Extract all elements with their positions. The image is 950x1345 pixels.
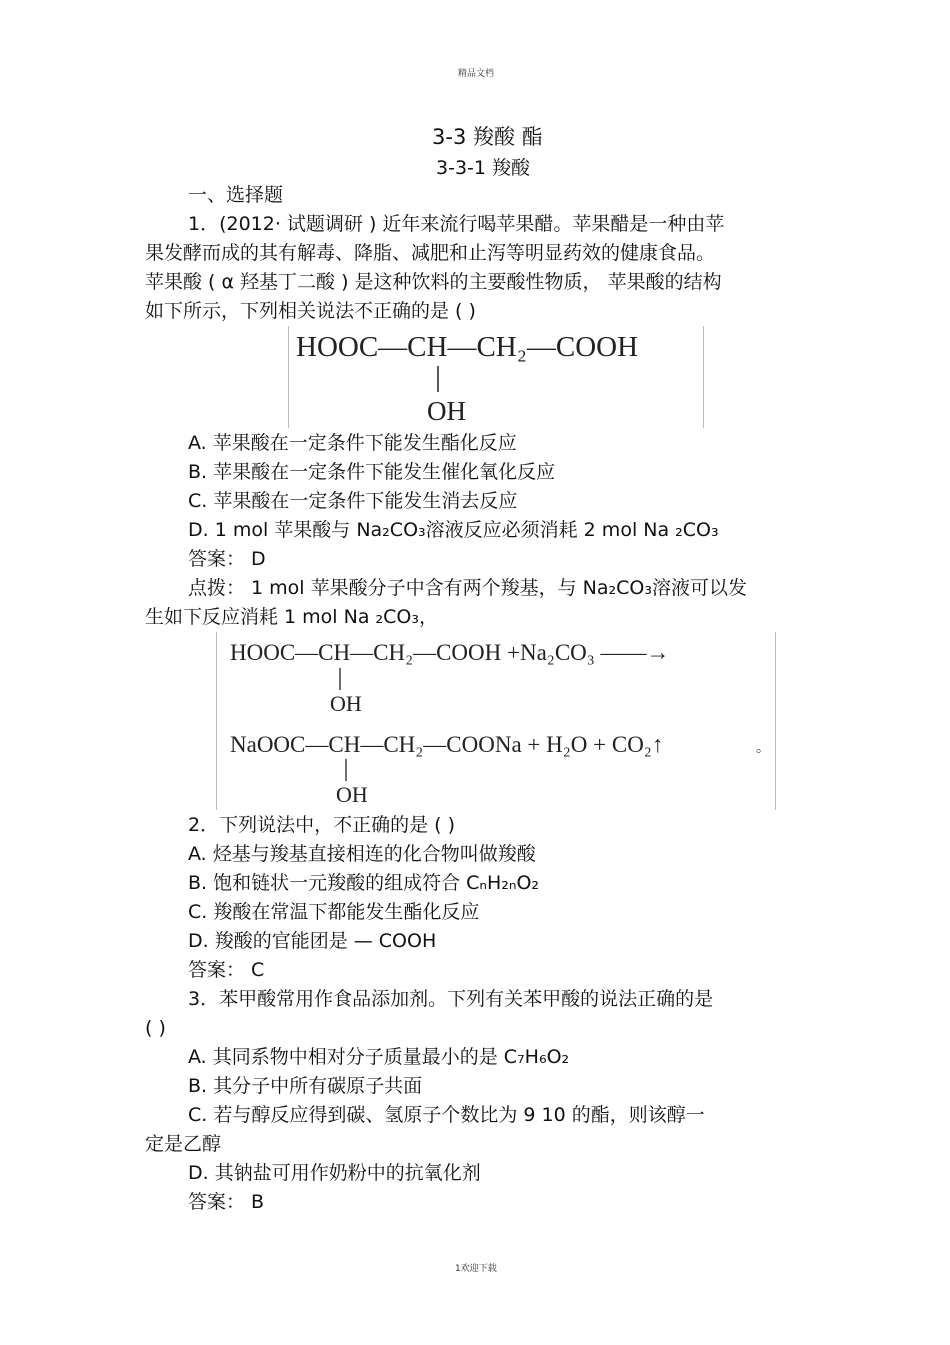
doc-title: 3-3 羧酸 酯 <box>432 125 543 149</box>
q1-line2: 果发酵而成的其有解毒、降脂、减肥和止泻等明显药效的健康食品。 <box>145 242 716 264</box>
q1-option-c: C. 苹果酸在一定条件下能发生消去反应 <box>188 490 518 512</box>
q3-option-c: C. 若与醇反应得到碳、氢原子个数比为 9 10 的酯，则该醇一 <box>188 1104 705 1126</box>
reaction-period: 。 <box>756 741 770 756</box>
malic-acid-formula: HOOC—CH—CH₂—COOH <box>296 331 639 363</box>
q2-option-c: C. 羧酸在常温下都能发生酯化反应 <box>188 901 480 923</box>
q1-option-a: A. 苹果酸在一定条件下能发生酯化反应 <box>188 432 517 454</box>
reaction-reactant: HOOC—CH—CH₂—COOH +Na₂CO₃ ——→ <box>230 640 670 665</box>
q2-option-a: A. 烃基与羧基直接相连的化合物叫做羧酸 <box>188 843 536 865</box>
malic-acid-oh: OH <box>427 396 466 426</box>
page-header: 精品文档 <box>458 69 495 79</box>
q3-stem-line2: ( ) <box>145 1017 166 1039</box>
q3-option-c-continued: 定是乙醇 <box>145 1133 222 1155</box>
q1-hint-line2: 生如下反应消耗 1 mol Na ₂CO₃， <box>145 606 438 628</box>
structure-figure-malic-acid <box>288 326 704 428</box>
reaction-reactant-oh: OH <box>330 691 362 716</box>
q2-option-b: B. 饱和链状一元羧酸的组成符合 CₙH₂ₙO₂ <box>188 872 540 894</box>
q3-answer: 答案： B <box>188 1191 265 1213</box>
page-footer: 1欢迎下载 <box>455 1264 497 1274</box>
q1-hint-line1: 点拨： 1 mol 苹果酸分子中含有两个羧基，与 Na₂CO₃溶液可以发 <box>188 577 747 599</box>
q1-option-b: B. 苹果酸在一定条件下能发生催化氧化反应 <box>188 461 556 483</box>
q3-option-b: B. 其分子中所有碳原子共面 <box>188 1075 423 1097</box>
q1-answer: 答案： D <box>188 548 266 570</box>
q1-option-d: D. 1 mol 苹果酸与 Na₂CO₃溶液反应必须消耗 2 mol Na ₂CO₃ <box>188 519 719 541</box>
reaction-product: NaOOC—CH—CH₂—COONa + H₂O + CO₂↑ <box>230 732 664 757</box>
q3-option-a: A. 其同系物中相对分子质量最小的是 C₇H₆O₂ <box>188 1046 570 1068</box>
q2-stem: 2．下列说法中，不正确的是 ( ) <box>188 814 455 836</box>
section-heading: 一、选择题 <box>188 184 284 206</box>
q2-answer: 答案： C <box>188 959 265 981</box>
q1-line3: 苹果酸 ( α 羟基丁二酸 ) 是这种饮料的主要酸性物质， 苹果酸的结构 <box>145 271 722 293</box>
q3-stem-line1: 3．苯甲酸常用作食品添加剂。下列有关苯甲酸的说法正确的是 <box>188 988 714 1010</box>
doc-subtitle: 3-3-1 羧酸 <box>436 157 531 179</box>
reaction-product-oh: OH <box>336 782 368 807</box>
q1-line4: 如下所示，下列相关说法不正确的是 ( ) <box>145 300 476 322</box>
q1-line1: 1．(2012· 试题调研 ) 近年来流行喝苹果醋。苹果醋是一种由苹 <box>188 213 725 235</box>
reaction-figure <box>216 632 776 810</box>
q2-option-d: D. 羧酸的官能团是 — COOH <box>188 930 437 952</box>
q3-option-d: D. 其钠盐可用作奶粉中的抗氧化剂 <box>188 1162 481 1184</box>
